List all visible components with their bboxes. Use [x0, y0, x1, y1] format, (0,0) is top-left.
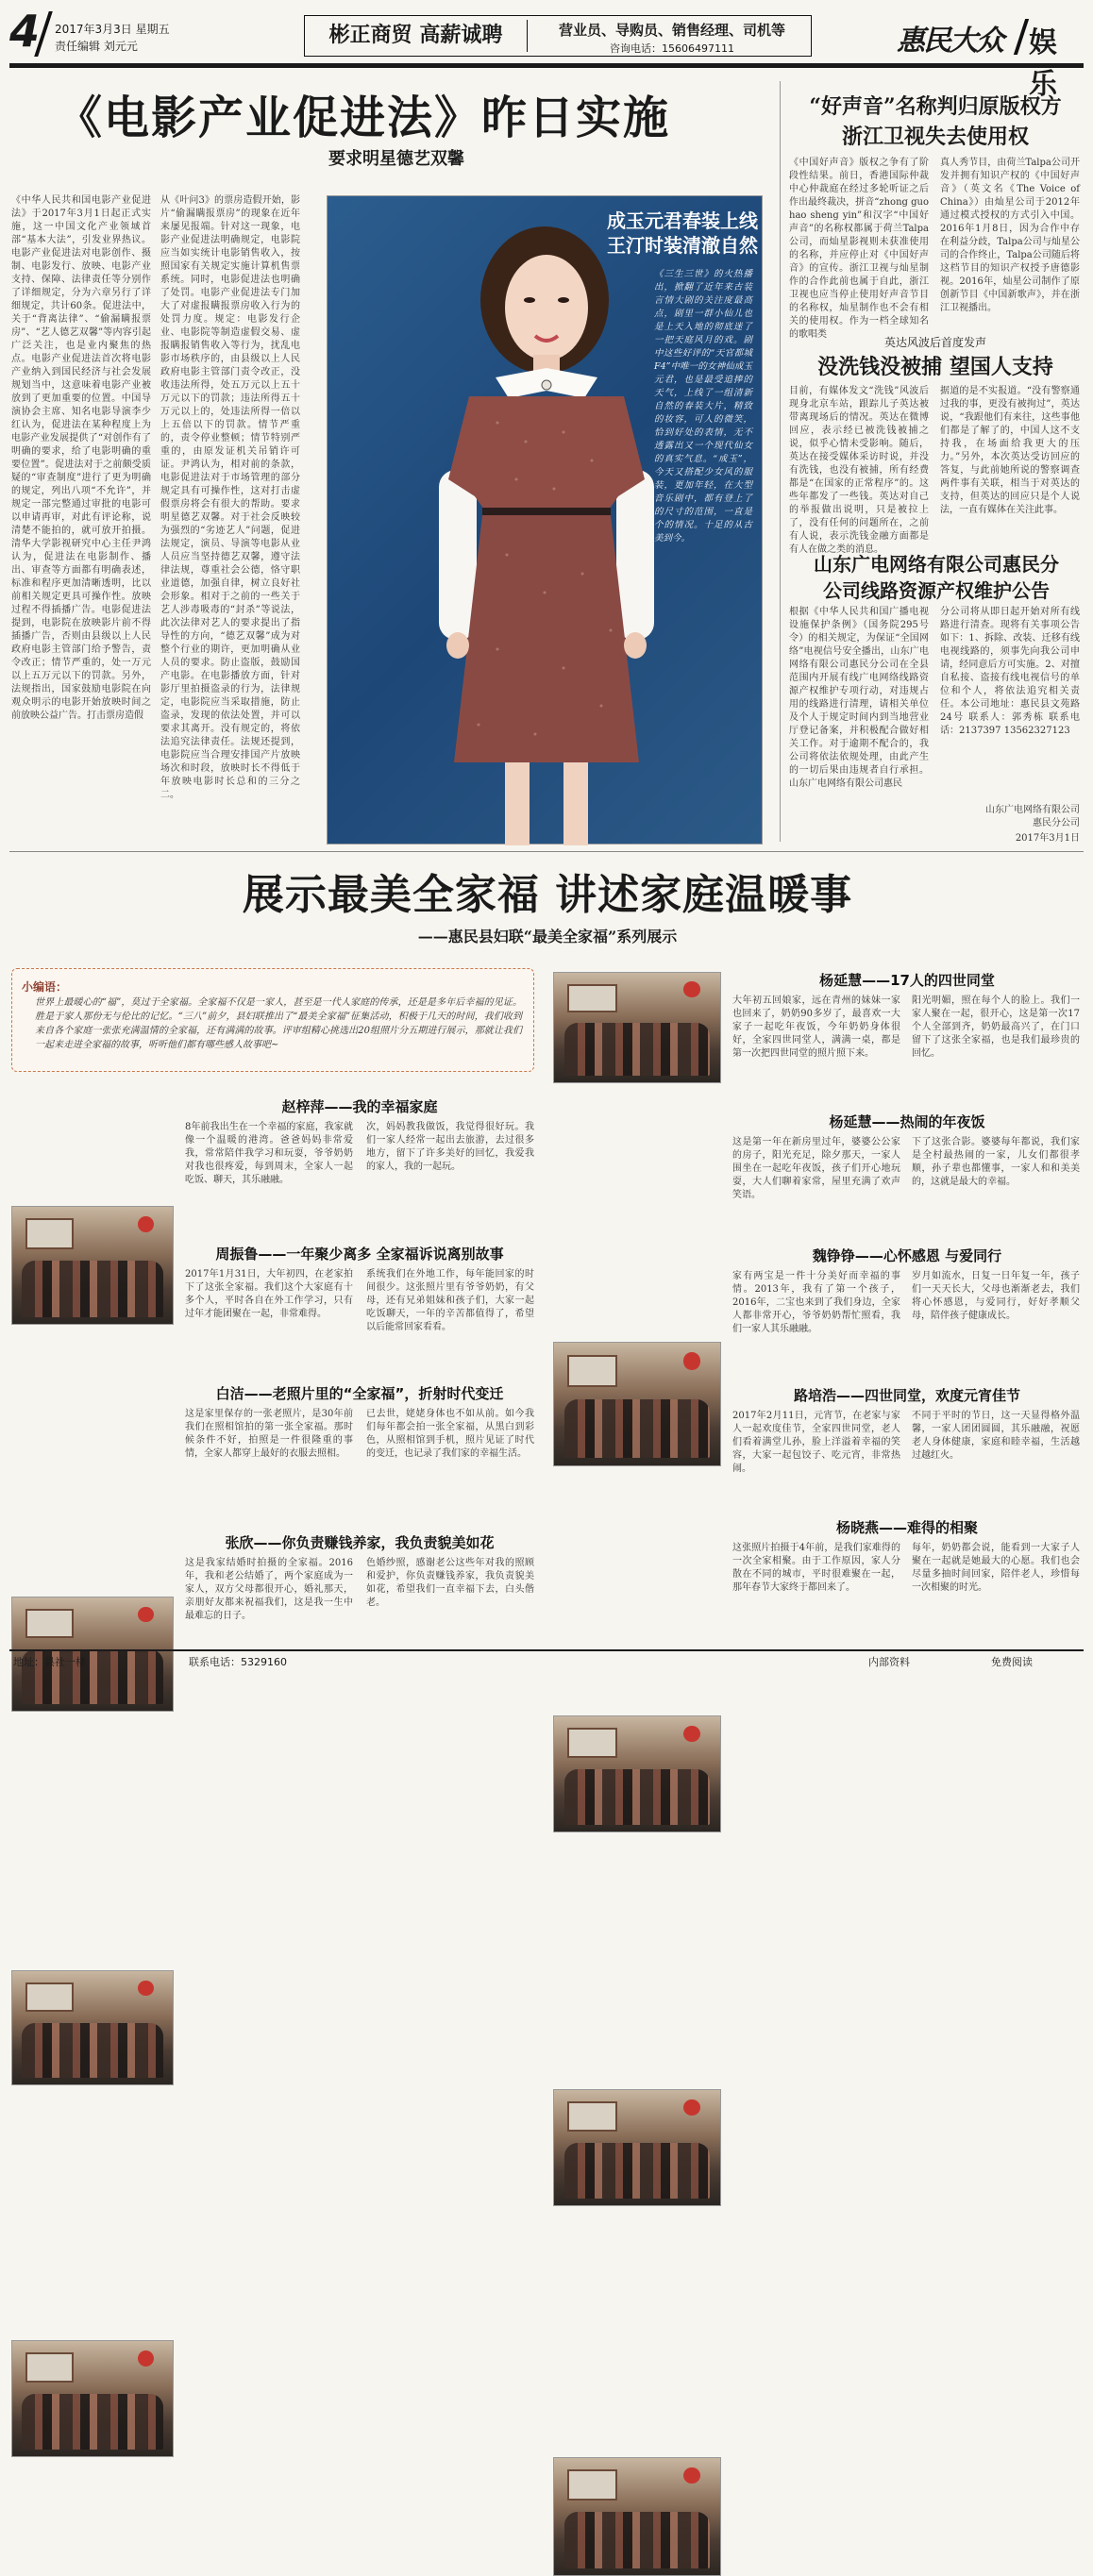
family-photo: [553, 2089, 721, 2206]
story-text: 家有两宝是一件十分美好而幸福的事情。2013年，我有了第一个孩子，2016年，二宝也来到了我们身边，全家人都非常开心，爷爷奶奶帮忙照看，我们一家人其乐融融。: [732, 1271, 900, 1334]
footer-rule: [9, 1649, 1084, 1651]
column-divider: [780, 81, 781, 842]
feature-title: 展示最美全家福 讲述家庭温暖事: [242, 871, 853, 919]
feature-subtitle: ——惠民县妇联“最美全家福”系列展示: [417, 928, 678, 945]
lead-column-1: 《中华人民共和国电影产业促进法》于2017年3月1日起正式实施，这一中国文化产业领域首部“基本大法”，引发业界热议。电影产业促进法对电影创作、摄制、电影发行、放映、电影产业支持、保障、法律责任等分别作了详细规定，分为六章另行了详细规定，共计60条。促进法中，关于“背离法律”、“偷漏瞒报票房”、“艺人德艺双馨”等内容引起广泛关注，也是业内聚焦的热点。电影产业促进法首次将电影产业纳入到国民经济与社会发展规划当中，这意味着电影产业被放到了更加重要的位置。中国导演协会主席、知名电影导演李少红认为，促进法在某种程度上为电影产业发展提供了“对创作有了明确的要求，给了电影明确的重要位置”。促进法对于之前颇受质疑的“审查制度”进行了更为明确的规定，列出八项“不允许”，并规定一部完整通过审批的电影可以申请再审，对此有评论称，说清楚不能拍的，就可放开拍摄。清华大学影视研究中心主任尹鸿认为，促进法在电影制作、播出、审查等方面都有明确表述，标准和程序更加清晰透明，比以前相关规定更具可操作性。放映过程不得插播广告。电影促进法提到，电影院在放映影片前不得插播广告，否则由县级以上人民政府电影主管部门给予警告，责令改正；情节严重的，处一万元以上五万元以下的罚款。另外，法规指出，国家鼓励电影院在向观众明示的电影开始放映时间之前放映公益广告。打击票房造假: [11, 195, 151, 721]
story-title: 张欣——你负责赚钱养家，我负责貌美如花: [225, 1534, 495, 1551]
story-text: 不同于平时的节日，这一天显得格外温馨，一家人团团圆圆，其乐融融，祝愿老人身体健康，家庭和睦幸福，生活越过越红火。: [912, 1411, 1080, 1461]
family-photo: [11, 1206, 174, 1325]
footer-phone: 联系电话：5329160: [189, 1656, 287, 1668]
ad-phone: 咨询电话：15606497111: [610, 42, 734, 55]
footer-free: 免费阅读: [991, 1656, 1033, 1668]
date-line: 2017年3月3日 星期五: [55, 23, 170, 36]
actress-photo: [327, 195, 763, 845]
brand-logo: 惠民大众: [897, 25, 1002, 58]
story-title: 杨延慧——17人的四世同堂: [819, 972, 995, 989]
lead-column-2: 从《叶问3》的票房造假开始，影片“偷漏瞒报票房”的现象在近年来屡见报端。针对这一现象，电影产业促进法明确规定，电影院应当如实统计电影销售收入，按照国家有关规定实施计算机售票系统。同时，电影促进法也明确了处罚。电影产业促进法专门加大了对虚报瞒报票房收入行为的处罚力度。规定：电影发行企业、电影院等制造虚假交易、虚报瞒报销售收入等行为，扰乱电影市场秩序的，由县级以上人民政府电影主管部门责令改正，没收违法所得，处五万元以上五十万元以下的罚款；违法所得五十万元以上的，处违法所得一倍以上五倍以下的罚款。情节严重的，责令停业整顿；情节特别严重的，由原发证机关吊销许可证。尹鸿认为，相对前的条款，电影促进法对于市场管理的部分规定具有可操作性，这对打击虚假票房将会有很大的帮助。要求明星德艺双馨。对于社会反映较为强烈的“劣迹艺人”问题，促进法规定，演员、导演等电影从业人员应当坚持德艺双馨，遵守法律法规，尊重社会公德，恪守职业道德，加强自律，树立良好社会形象。相对于之前的一些关于艺人涉毒吸毒的“封杀”等说法，此次法律对艺人的要求提出了指导性的方向，“德艺双馨”成为对整个行业的期许，更加明确从业人员的要求。防止盗版，鼓励国产电影。在电影播放方面，针对影厅里拍摄盗录的行为，法律规定，电影院应当采取措施，防止盗录，发现的依法处置，并可以要求其离开。没有规定的，将依法追究法律责任。法规还提到，电影院应当合理安排国产片放映场次和时段，放映时长不得低于年放映电影时长总和的三分之二。: [160, 195, 300, 800]
footer-address: 地址：县社一楼: [13, 1656, 86, 1668]
section-name: 娱乐: [1029, 26, 1057, 101]
page-number: 4: [9, 6, 41, 57]
voice-column-2: 真人秀节目，由荷兰Talpa公司开发并拥有知识产权的《中国好声音》（英文名《The Voice of China》）由灿星公司于2012年通过模式授权的方式引入中国。2016年1月8日，因为合作中存在利益分歧，Talpa公司与灿星公司的合作终止，Talpa公司随后将这档节目的知识产权授予唐德影视。2016年，灿星公司制作了原创新节目《中国新歌声》，并在浙江卫视播出。: [940, 158, 1080, 313]
story-text: 8年前我出生在一个幸福的家庭，我家就像一个温暖的港湾。爸爸妈妈非常爱我，常常陪伴我学习和玩耍，爷爷奶奶对我也很疼爱，每到周末，全家人一起吃饭、聊天，其乐融融。: [185, 1122, 353, 1185]
family-photo: [11, 1970, 174, 2085]
notice-date: 2017年3月1日: [1015, 833, 1080, 844]
editor-note-text: 世界上最暖心的“福”，莫过于全家福。全家福不仅是一家人，甚至是一代人家庭的传承，还是是多年后幸福的见证。胜是于家人那份无与伦比的记忆。“三八”前夕，县妇联推出了“最美全家福”征集活动，积极于几天的时间，我们收到来自各个家庭一张张充满温情的全家福，还有满满的故事。评审组精心挑选出20组照片分五期进行展示，那就让我们一起来走进全家福的故事，听听他们都有哪些感人故事吧~: [35, 997, 522, 1050]
lead-subtitle: 要求明星德艺双馨: [328, 149, 464, 169]
brand-slash: [1014, 19, 1029, 55]
page-header: [9, 6, 1084, 101]
ying-da-title: 没洗钱没被捕 望国人支持: [817, 355, 1053, 379]
story-title: 路培浩——四世同堂，欢度元宵佳节: [793, 1387, 1020, 1404]
ying-da-kicker: 英达风波后首度发声: [883, 336, 986, 349]
family-photo: [553, 1715, 721, 1832]
ying-da-column-2: 据道的是不实报道。“没有警察通过我的事，更没有被拘过”，英达说，“我跟他们有来往，这些事他们都是了解了的，中国人这不支持我，在场面给我更大的压力。”另外，本次英达受访回应的答复，与此前她所说的警察调查两件事有关联，相当于对英达的支持，但英达的回应只是个人说法，一直有媒体在关注此事。: [940, 386, 1080, 515]
story-title: 周振鲁——一年聚少离多 全家福诉说离别故事: [215, 1246, 504, 1263]
notice-column-2: 分公司将从即日起开始对所有线路进行清查。现将有关事项公告如下：1、拆除、改装、迁移有线电视线路的，须事先向我公司申请，经同意后方可实施。2、对擅自私接、盗接有线电视信号的单位和个人，将依法追究相关责任。本公司地址：惠民县文苑路24号 联系人：郭秀栋 联系电话：2137397 13562327123: [940, 607, 1080, 736]
story-text: 这是第一年在新房里过年，婆婆公公家的房子，阳光充足，除夕那天，一家人围坐在一起吃年夜饭，孩子们开心地玩耍，大人们聊着家常，屋里充满了欢声笑语。: [732, 1137, 900, 1200]
story-title: 杨晓燕——难得的相聚: [835, 1519, 978, 1536]
photo-caption-line-2: 王汀时装清澈自然: [607, 234, 758, 257]
notice-title-line-2: 公司线路资源产权维护公告: [823, 579, 1050, 602]
story-text: 系统我们在外地工作，每年能回家的时间很少。这张照片里有爷爷奶奶，有父母，还有兄弟姐妹和孩子们，大家一起吃饭聊天，一年的辛苦都值得了，希望以后能常回家看看。: [366, 1269, 534, 1332]
footer-internal: 内部资料: [868, 1656, 910, 1668]
story-title: 赵梓萍——我的幸福家庭: [281, 1098, 438, 1115]
family-photo: [553, 2457, 721, 2576]
voice-title-line-1: “好声音”名称判归原版权方: [809, 94, 1062, 119]
voice-title-line-2: 浙江卫视失去使用权: [841, 125, 1029, 149]
header-ad-box: [304, 15, 812, 57]
feature-rule: [9, 851, 1084, 852]
story-text: 色婚纱照，感谢老公这些年对我的照顾和爱护，你负责赚钱养家，我负责貌美如花，希望我们一直幸福下去，白头偕老。: [366, 1558, 534, 1608]
family-photo: [11, 2340, 174, 2457]
ad-positions: 营业员、导购员、销售经理、司机等: [558, 22, 785, 39]
lead-title: 《电影产业促进法》昨日实施: [57, 92, 671, 144]
story-title: 杨延慧——热闹的年夜饭: [829, 1113, 985, 1130]
editor-line: 责任编辑 刘元元: [55, 40, 138, 53]
notice-column-1: 根据《中华人民共和国广播电视设施保护条例》（国务院295号令）的相关规定，为保证“全国网络”电视信号安全播出，山东广电网络有限公司惠民分公司在全县范围内开展有线广电网络线路资源产权维护专项行动，对违规占用的线路进行清理，请相关单位及个人于规定时间内到当地营业厅登记备案，并积极配合做好相关工作。对于逾期不配合的，我公司将依法依规处理，由此产生的一切后果由违规者自行承担。山东广电网络有限公司惠民: [789, 607, 929, 789]
family-photo: [553, 972, 721, 1083]
photo-caption-line-1: 成玉元君春装上线: [607, 209, 758, 232]
story-title: 白洁——老照片里的“全家福”，折射时代变迁: [215, 1385, 504, 1402]
notice-title-line-1: 山东广电网络有限公司惠民分: [814, 553, 1059, 576]
story-text: 大年初五回娘家，远在青州的妹妹一家也回来了，奶奶90多岁了，最喜欢一大家子一起吃年夜饭，今年奶奶身体很好，全家四世同堂人，满满一桌，都是第一次把四世同堂的照片照下来。: [732, 995, 900, 1059]
notice-signature: 山东广电网络有限公司 惠民分公司: [985, 805, 1080, 828]
story-text: 岁月如流水，日复一日年复一年，孩子们一天天长大，父母也渐渐老去，我们将心怀感恩，与爱同行，好好孝顺父母，陪伴孩子健康成长。: [912, 1271, 1080, 1321]
photo-story-text: 《三生三世》的火热播出，掀翻了近年来古装言情大剧的关注度最高点，剧里一群小仙儿也是上天入地的彻底迷了一把天庭风月的戏。剧中这些好评的“天官都城F4”中唯一的女神仙成玉元君，也是最受追捧的天气，上线了一组清新自然的春装大片，精致的妆容，可人的微笑，恰到好处的表情，无不透露出又一个现代仙女的真实气息。“成玉”，今天又搭配少女风的服装，更加年轻，在大型音乐剧中，都有登上了的尺寸的范围，一直是个的情况。十足的从古美到今。: [654, 269, 752, 544]
story-text: 每年，奶奶都会说，能看到一大家子人聚在一起就是她最大的心愿。我们也会尽量多抽时间回家，陪伴老人，珍惜每一次相聚的时光。: [912, 1543, 1080, 1593]
story-text: 这是我家结婚时拍摄的全家福。2016年，我和老公结婚了，两个家庭成为一家人，双方父母都很开心，婚礼那天，亲朋好友都来祝福我们，这是我一生中最难忘的日子。: [185, 1558, 353, 1621]
header-rule: [9, 63, 1084, 68]
story-text: 已去世，姥姥身体也不如从前。如今我们每年都会拍一张全家福，从黑白到彩色，从照相馆到手机，照片见证了时代的变迁，也记录了我们家的幸福生活。: [366, 1409, 534, 1459]
editor-note-label: 小编语：: [22, 980, 68, 994]
story-text: 下了这张合影。婆婆每年都说，我们家是全村最热闹的一家，儿女们都很孝顺，孙子辈也都懂事，一家人和和美美的，这就是最大的幸福。: [912, 1137, 1080, 1187]
story-text: 阳光明媚，照在每个人的脸上。我们一家人聚在一起，很开心，这是第一次17个人全部到齐，奶奶最高兴了，在门口留下了这张全家福，也是我们最珍贵的回忆。: [912, 995, 1080, 1059]
story-text: 这是家里保存的一张老照片，是30年前我们在照相馆拍的第一张全家福。那时候条件不好，拍照是一件很隆重的事情，全家人都穿上最好的衣服去照相。: [185, 1409, 353, 1459]
story-text: 2017年2月11日，元宵节，在老家与家人一起欢度佳节，全家四世同堂，老人们看着满堂儿孙，脸上洋溢着幸福的笑容，大家一起包饺子、吃元宵，非常热闹。: [732, 1411, 900, 1474]
story-text: 2017年1月31日，大年初四，在老家拍下了这张全家福。我们这个大家庭有十多个人，平时各自在外工作学习，只有过年才能团聚在一起，非常难得。: [185, 1269, 353, 1319]
story-text: 次，妈妈教我做饭，我觉得很好玩。我们一家人经常一起出去旅游，去过很多地方，留下了许多美好的回忆，我爱我的家人，我的一起玩。: [366, 1122, 534, 1172]
ad-company: 彬正商贸 高薪诚聘: [305, 20, 528, 52]
story-title: 魏铮铮——心怀感恩 与爱同行: [812, 1247, 1002, 1264]
family-photo: [553, 1342, 721, 1466]
voice-column-1: 《中国好声音》版权之争有了阶段性结果。前日，香港国际仲裁中心仲裁庭在经过多轮听证之后作出最终裁决，拼音“zhong guo hao sheng yin”和汉字“中国好声音”的名称权都属于荷兰Talpa公司，而灿星影视则未获准使用的名称，并应停止对《中国好声音》的宣传。浙江卫视与灿星制作的合作此前也属于自此，浙江卫视也应当停止使用好声音节目的名称权，灿星制作也不会有相关的使用权。作为一档全球知名的歌唱类: [789, 158, 929, 340]
ying-da-column-1: 目前，有媒体发文“洗钱”风波后现身北京车站，跟踪儿子英达被带离现场后的情况。英达在微博回应，表示经已被洗钱被捕之说，似乎心情未受影响。随后，英达在接受媒体采访时说，并没有洗钱，也没有被捕，所有经费都是“在国家的正常程序”的。这些年都发了一些钱。英达对自己的举报做出说明，只是被拉上了，没有任何的问题所在，之前有人说，表示洗钱金融方面都是有人在做之类的消息。: [789, 386, 929, 555]
story-text: 这张照片拍摄于4年前，是我们家难得的一次全家相聚。由于工作原因，家人分散在不同的城市，平时很难聚在一起，那年春节大家终于都回来了。: [732, 1543, 900, 1593]
editor-note-box: [11, 968, 534, 1072]
